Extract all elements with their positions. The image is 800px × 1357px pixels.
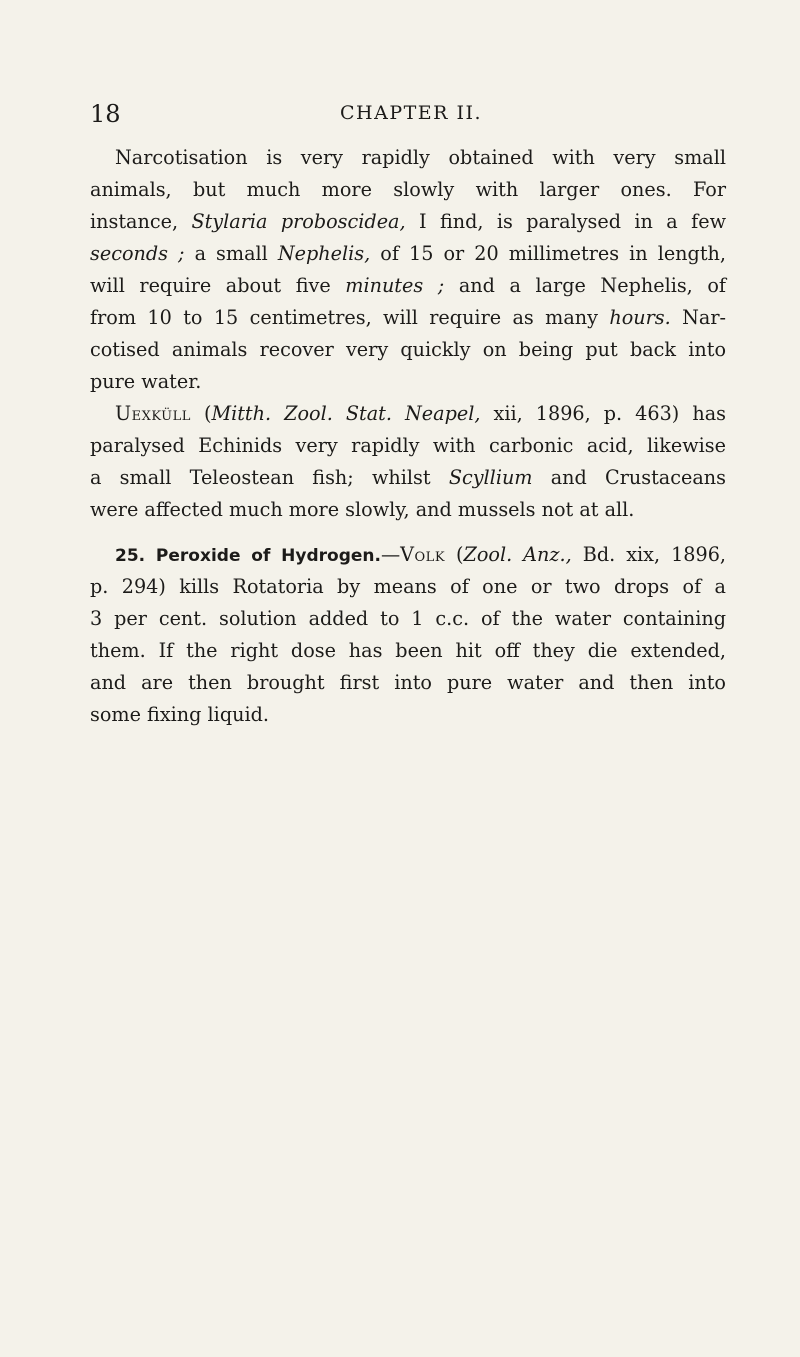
- text-span: I find, is paralysed in a few: [405, 210, 726, 233]
- text-line: [90, 398, 726, 430]
- text-span: (: [190, 402, 212, 425]
- text-span: a small Teleostean fish; whilst: [90, 466, 449, 489]
- text-span: Nar-: [670, 306, 727, 329]
- chapter-title: CHAPTER II.: [340, 102, 483, 124]
- journal-citation: Mitth. Zool. Stat. Neapel,: [211, 402, 481, 425]
- text-span: and a large Nephelis, of: [444, 274, 726, 297]
- text-line: pure water.: [90, 370, 202, 393]
- text-line: p. 294) kills Rotatoria by means of one or two drops of a: [90, 575, 726, 598]
- text-line: [90, 539, 726, 571]
- paragraph-narcotisation: [90, 142, 726, 398]
- paragraph-gap: [90, 526, 726, 539]
- text-line: [90, 206, 726, 238]
- page-number: 18: [90, 100, 121, 128]
- text-line: [90, 238, 726, 270]
- text-line: them. If the right dose has been hit off they die extended,: [90, 639, 726, 662]
- text-span: from 10 to 15 centimetres, will require as many: [90, 306, 610, 329]
- body-text: [90, 142, 726, 731]
- text-span: a small: [184, 242, 278, 265]
- text-span: xii, 1896, p. 463) has: [480, 402, 726, 425]
- text-line: [90, 302, 726, 334]
- text-line: some fixing liquid.: [90, 703, 269, 726]
- running-head: [90, 100, 710, 130]
- emphasis: seconds ;: [90, 242, 185, 265]
- text-line: cotised animals recover very quickly on being put back into: [90, 338, 726, 361]
- paragraph-peroxide: [90, 539, 726, 731]
- text-span: instance,: [90, 210, 192, 233]
- text-span: (: [445, 543, 464, 566]
- text-span: of 15 or 20 millimetres in length,: [370, 242, 726, 265]
- author-name: Uexküll: [115, 402, 191, 425]
- section-heading: 25. Peroxide of Hydrogen.: [115, 546, 381, 566]
- emphasis: minutes ;: [345, 274, 445, 297]
- text-line: [90, 270, 726, 302]
- journal-citation: Zool. Anz.,: [463, 543, 572, 566]
- species-name: Scyllium: [448, 466, 533, 489]
- species-name: Nephelis,: [277, 242, 371, 265]
- text-span: Bd. xix, 1896,: [571, 543, 726, 566]
- text-line: 3 per cent. solution added to 1 c.c. of the water containing: [90, 607, 726, 630]
- text-line: [90, 462, 726, 494]
- species-name: Stylaria proboscidea,: [191, 210, 406, 233]
- text-line: animals, but much more slowly with larger ones. For: [90, 178, 726, 201]
- author-name: Volk: [400, 543, 446, 566]
- text-line: paralysed Echinids very rapidly with carbonic acid, likewise: [90, 434, 726, 457]
- text-span: and Crustaceans: [532, 466, 726, 489]
- text-line: Narcotisation is very rapidly obtained with very small: [115, 146, 726, 169]
- emphasis: hours.: [609, 306, 671, 329]
- text-span: will require about five: [90, 274, 346, 297]
- paragraph-uexkull: [90, 398, 726, 526]
- text-line: were affected much more slowly, and mussels not at all.: [90, 498, 635, 521]
- text-span: —: [380, 543, 401, 566]
- text-line: and are then brought first into pure water and then into: [90, 671, 726, 694]
